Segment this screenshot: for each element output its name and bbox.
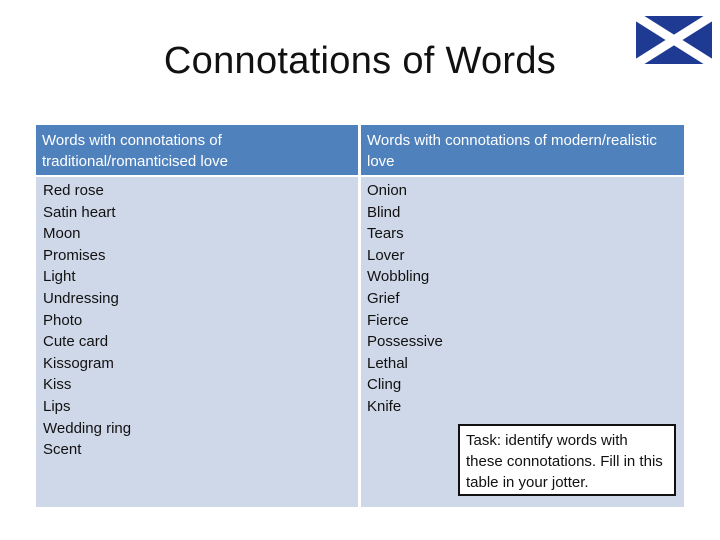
header-traditional: Words with connotations of traditional/romanticised love — [36, 125, 358, 175]
page-title: Connotations of Words — [163, 40, 557, 82]
task-instruction-box: Task: identify words with these connotations. Fill in this table in your jotter. — [458, 424, 676, 496]
word-item: Red rose — [43, 182, 104, 199]
word-item: Undressing — [43, 289, 119, 307]
modern-words-column — [367, 180, 443, 418]
column-divider — [358, 125, 361, 507]
word-item: Kissogram — [43, 354, 114, 372]
word-item: Satin heart — [43, 203, 116, 221]
word-item: Kiss — [43, 376, 72, 394]
word-item: Onion — [367, 182, 408, 199]
word-item: Possessive — [367, 333, 443, 351]
word-item: Lips — [43, 397, 71, 415]
word-item: Scent — [43, 441, 82, 459]
word-item: Promises — [43, 246, 106, 264]
word-item: Cling — [367, 376, 402, 394]
saltire-flag-icon — [636, 16, 712, 64]
header-modern: Words with connotations of modern/realistic love — [361, 125, 684, 175]
word-item: Photo — [43, 311, 83, 329]
traditional-words-column — [43, 180, 131, 461]
word-item: Moon — [43, 225, 81, 243]
word-item: Lethal — [367, 354, 408, 372]
word-item: Lover — [367, 246, 405, 264]
word-item: Blind — [367, 203, 401, 221]
word-item: Tears — [367, 225, 404, 243]
word-item: Cute card — [43, 333, 109, 351]
word-item: Wedding ring — [43, 419, 132, 437]
word-item: Fierce — [367, 311, 409, 329]
word-item: Grief — [367, 289, 400, 307]
word-item: Wobbling — [367, 268, 430, 286]
word-item: Light — [43, 268, 76, 286]
word-item: Knife — [367, 397, 402, 415]
